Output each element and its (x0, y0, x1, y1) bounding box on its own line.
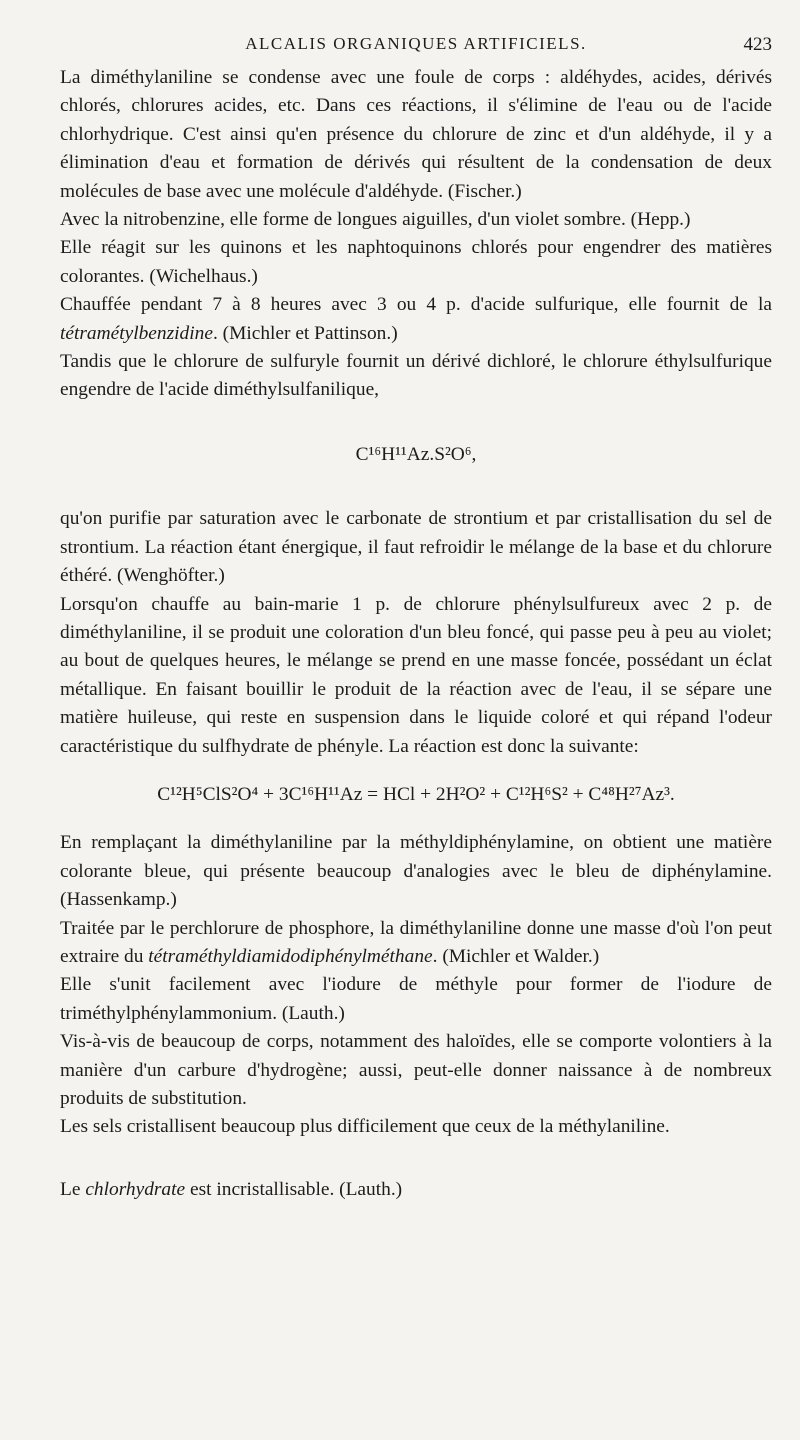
running-title: ALCALIS ORGANIQUES ARTIFICIELS. (245, 34, 587, 53)
paragraph-3: Elle réagit sur les quinons et les naphtoquinons chlorés pour engendrer des matières colorantes. (Wichelhaus.) (60, 237, 772, 287)
paragraph-13-text-a: Le (60, 1178, 86, 1200)
paragraph-9-text-a: Traitée par le perchlorure de phosphore, la diméthylaniline donne une masse d'où l'on peut extraire du (60, 917, 772, 967)
paragraph-11: Vis-à-vis de beaucoup de corps, notamment des haloïdes, elle se comporte volontiers à la manière d'un carbure d'hydrogène; aussi, peut-elle donner naissance à de nombreux produits de substitution. (60, 1031, 772, 1109)
paragraph-7: Lorsqu'on chauffe au bain-marie 1 p. de chlorure phénylsulfureux avec 2 p. de diméthylaniline, il se produit une coloration d'un bleu foncé, qui passe peu à peu au violet; au bout de quelques heures, le mélange se prend en une masse foncée, possédant un éclat métallique. En faisant bouillir le produit de la réaction avec de l'eau, il se sépare une matière huileuse, qui reste en suspension dans le liquide coloré et qui répand l'odeur caractéristique du sulfhydrate de phényle. La réaction est donc la suivante: (60, 593, 772, 757)
paragraph-1: La diméthylaniline se condense avec une foule de corps : aldéhydes, acides, dérivés chlorés, chlorures acides, etc. Dans ces réactions, il s'élimine de l'eau ou de l'acide chlorhydrique. C'est ainsi qu'en présence du chlorure de zinc et d'un aldéhyde, il y a élimination d'eau et formation de dérivés qui résultent de la condensation de deux molécules de base avec une molécule d'aldéhyde. (Fischer.) (60, 67, 772, 202)
paragraph-4-compound: tétramétylbenzidine (60, 322, 213, 344)
paragraph-4-text-a: Chauffée pendant 7 à 8 heures avec 3 ou 4 p. d'acide sulfurique, elle fournit de la (60, 294, 772, 316)
paragraph-9-text-b: . (Michler et Walder.) (432, 945, 600, 967)
formula-2: C¹²H⁵ClS²O⁴ + 3C¹⁶H¹¹Az = HCl + 2H²O² + C¹²H⁶S² + C⁴⁸H²⁷Az³. (157, 783, 675, 805)
paragraph-6: qu'on purifie par saturation avec le carbonate de strontium et par cristallisation du sel de strontium. La réaction étant énergique, il faut refroidir le mélange de la base et du chlorure éthéré. (Wenghöfter.) (60, 508, 772, 587)
paragraph-10: Elle s'unit facilement avec l'iodure de méthyle pour former de l'iodure de triméthylphénylammonium. (Lauth.) (60, 974, 772, 1024)
formula-1: C¹⁶H¹¹Az.S²O⁶, (355, 443, 477, 465)
paragraph-4-text-b: . (Michler et Pattinson.) (212, 322, 398, 344)
paragraph-13-salt: chlorhydrate (85, 1178, 186, 1200)
paragraph-8: En remplaçant la diméthylaniline par la méthyldiphénylamine, on obtient une matière colorante bleue, qui présente beaucoup d'analogies avec le bleu de diphénylamine. (Hassenkamp.) (60, 832, 772, 911)
page-body (60, 64, 772, 1204)
page-number: 423 (743, 34, 772, 55)
paragraph-13 (60, 1176, 772, 1204)
paragraph-9 (60, 915, 772, 972)
paragraph-9-compound: tétraméthyldiamidodiphénylméthane (148, 945, 433, 967)
paragraph-2: Avec la nitrobenzine, elle forme de longues aiguilles, d'un violet sombre. (Hepp.) (60, 209, 691, 231)
paragraph-4 (60, 291, 772, 348)
page-header (60, 30, 772, 60)
paragraph-13-text-b: est incristallisable. (Lauth.) (185, 1178, 403, 1200)
paragraph-12: Les sels cristallisent beaucoup plus difficilement que ceux de la méthylaniline. (60, 1116, 670, 1138)
paragraph-5: Tandis que le chlorure de sulfuryle fournit un dérivé dichloré, le chlorure éthylsulfurique engendre de l'acide diméthylsulfanilique, (60, 351, 772, 401)
